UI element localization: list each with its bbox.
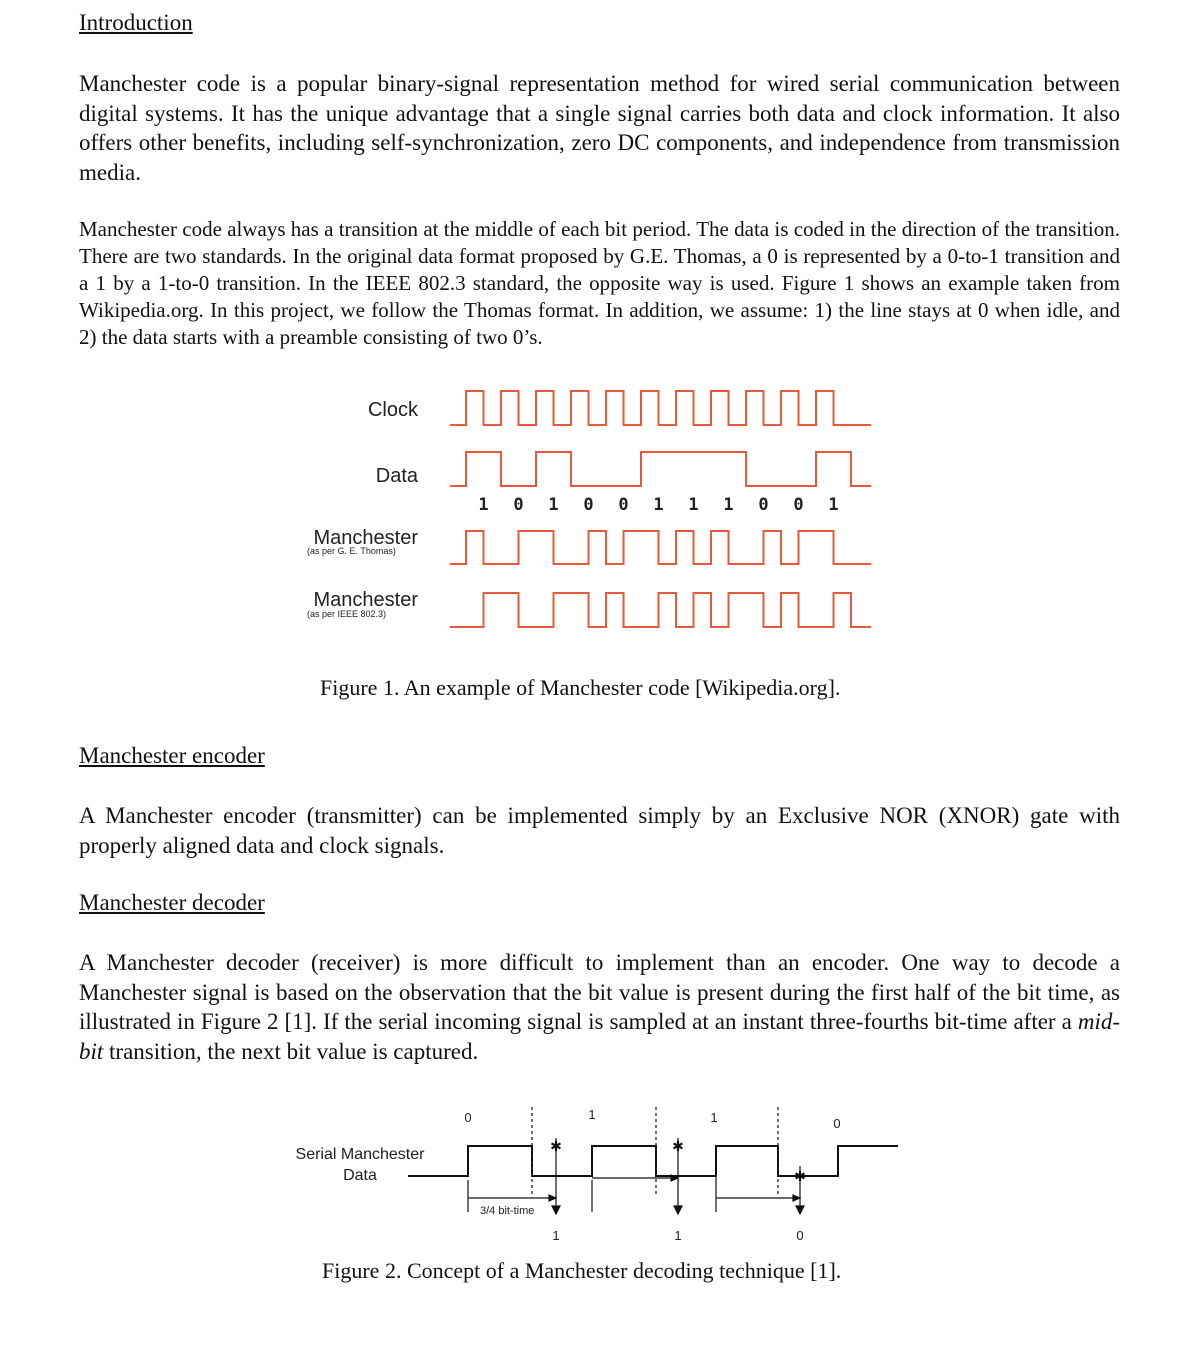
sample-arrow-head (552, 1206, 560, 1214)
sample-point-icon: ✱ (672, 1138, 684, 1154)
data-bit-label: 1 (653, 495, 664, 515)
data-bit-label: 1 (723, 495, 734, 515)
intro-paragraph-2: Manchester code always has a transition at the middle of each bit period. The data is coded in the direction of the transition. There are two standards. In the original data format proposed by G.E. Thomas, a 0 is represented by a 0-to-1 transition and a 1 by a 1-to-0 transition. In the IEEE 802.3 standard, the opposite way is used. Figure 1 shows an example taken from Wikipedia.org. In this project, we follow the Thomas format. In addition, we assume: 1) the line stays at 0 when idle, and 2) the data starts with a preamble consisting of two 0’s. (79, 217, 1120, 349)
data-bit-label: 0 (513, 495, 524, 515)
decoder-text-end: transition, the next bit value is captured. (103, 1038, 479, 1064)
encoder-heading: Manchester encoder (79, 743, 265, 768)
data-bit-label: 1 (688, 495, 699, 515)
data-bit-label: 1 (478, 495, 489, 515)
clock-label: Clock (367, 399, 418, 421)
sample-arrow-head (674, 1206, 682, 1214)
encoder-paragraph: A Manchester encoder (transmitter) can be implemented simply by an Exclusive NOR (XNOR) gate with properly aligned data and clock signals. (79, 803, 1120, 858)
data-bit-label: 1 (828, 495, 839, 515)
bottom-bit-label: 0 (796, 1228, 804, 1243)
manchester-thomas-label: Manchester (313, 527, 418, 549)
data-bit-label: 0 (793, 495, 804, 515)
signal-label-line1: Serial Manchester (295, 1146, 425, 1163)
arrow-head (793, 1195, 800, 1201)
data-label: Data (375, 465, 418, 487)
intro-heading: Introduction (79, 10, 193, 35)
serial-manchester-waveform (408, 1146, 898, 1176)
intro-paragraph-1: Manchester code is a popular binary-signal representation method for wired serial communication between digital systems. It has the unique advantage that a single signal carries both data and clock information. It also offers other benefits, including self-synchronization, zero DC components, and independence from transmission media. (79, 71, 1120, 185)
signal-label-line2: Data (343, 1167, 377, 1184)
data-bit-label: 0 (583, 495, 594, 515)
data-bit-label: 0 (758, 495, 769, 515)
top-bit-label: 1 (588, 1107, 596, 1122)
three-quarter-bit-time-label: 3/4 bit-time (480, 1205, 535, 1217)
top-bit-label: 0 (464, 1110, 472, 1125)
bottom-bit-label: 1 (552, 1228, 560, 1243)
top-bit-label: 1 (710, 1110, 718, 1125)
manchester-thomas-note: (as per G. E. Thomas) (307, 546, 396, 556)
decoder-text-emphasis: mid-bit (79, 1009, 1120, 1064)
decoder-heading: Manchester decoder (79, 890, 265, 915)
data-bit-label: 0 (618, 495, 629, 515)
sample-arrow-head (796, 1206, 804, 1214)
decoder-text-start: A Manchester decoder (receiver) is more difficult to implement than an encoder. One way to decode a Manchester signal is based on the observation that the bit value is present during the first half of the bit time, as illustrated in Figure 2 [1]. If the serial incoming signal is sampled at an instant three-fourths bit-time after a (79, 950, 1120, 1034)
sample-point-icon: ✱ (794, 1168, 806, 1184)
bottom-bit-label: 1 (674, 1228, 682, 1243)
data-bit-label: 1 (548, 495, 559, 515)
sample-point-icon: ✱ (550, 1138, 562, 1154)
arrow-head (549, 1195, 556, 1201)
figure-2-caption: Figure 2. Concept of a Manchester decoding technique [1]. (322, 1258, 842, 1283)
top-bit-label: 0 (833, 1116, 841, 1131)
manchester-ieee-label: Manchester (313, 589, 418, 611)
figure-1-caption: Figure 1. An example of Manchester code [Wikipedia.org]. (320, 675, 841, 700)
manchester-ieee-note: (as per IEEE 802.3) (307, 609, 387, 619)
